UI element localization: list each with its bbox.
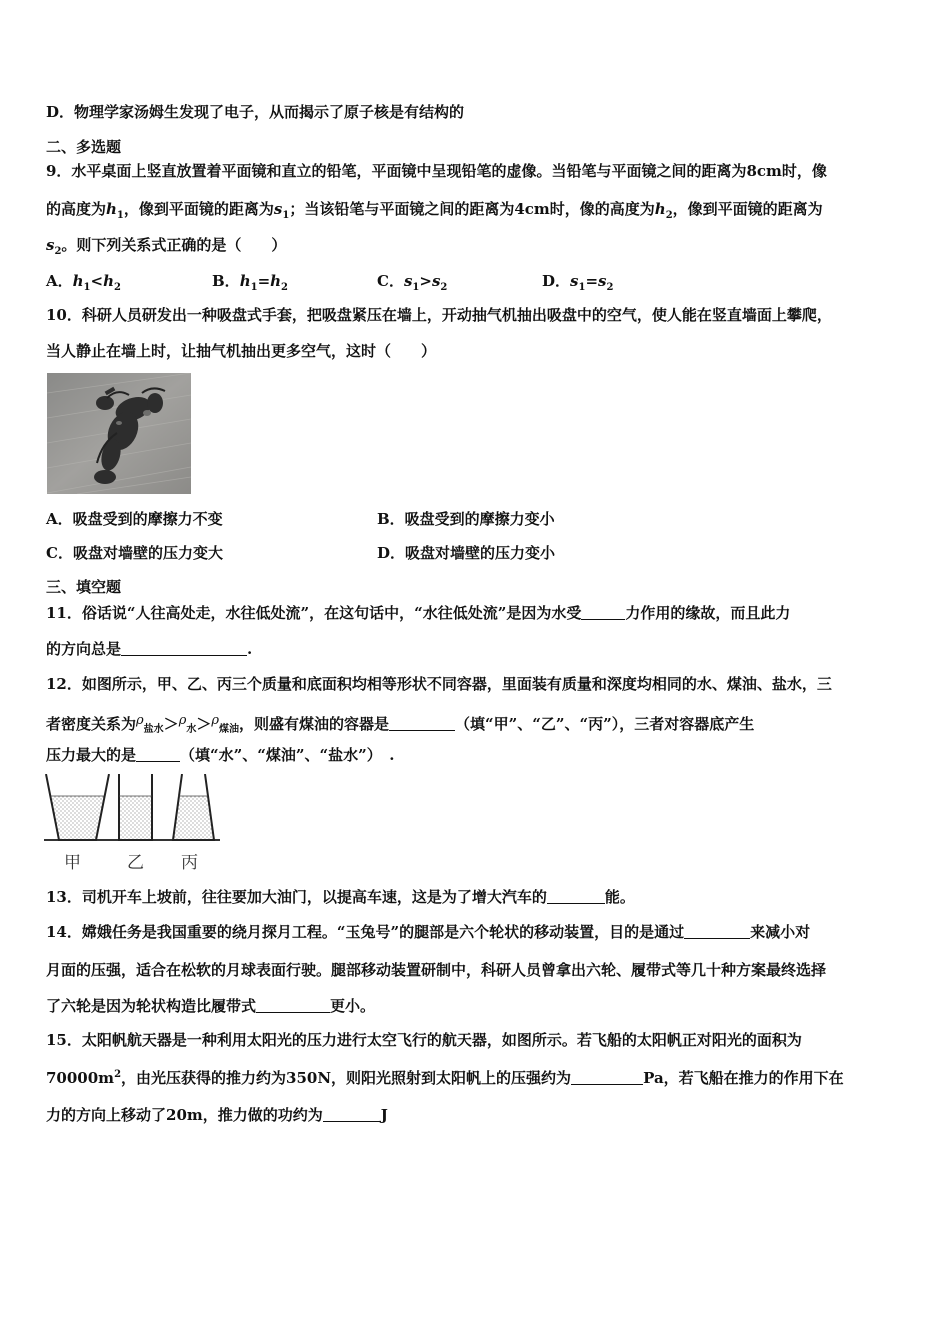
q12-line-1: 12．如图所示，甲、乙、丙三个质量和底面积均相等形状不同容器，里面装有质量和深度均相同的水、煤油、盐水，三 xyxy=(46,675,832,693)
q13-line: 13．司机开车上坡前，往往要加大油门，以提高车速，这是为了增大汽车的 能。 xyxy=(46,888,635,906)
container-label-yi: 乙 xyxy=(127,853,144,873)
q11-line-2: 的方向总是 . xyxy=(46,640,253,658)
q15-line-1: 15．太阳帆航天器是一种利用太阳光的压力进行太空飞行的航天器，如图所示。若飞船的太阳帆正对阳光的面积为 xyxy=(46,1031,802,1049)
q9-line-3: $s_2$。则下列关系式正确的是（ ） xyxy=(46,236,287,257)
q10-line-1: 10．科研人员研发出一种吸盘式手套，把吸盘紧压在墙上，开动抽气机抽出吸盘中的空气，使人能在竖直墙面上攀爬， xyxy=(46,306,832,324)
q10-option-d: D．吸盘对墙壁的压力变小 xyxy=(377,544,556,562)
q11-line-1: 11．俗话说“人往高处走，水往低处流”，在这句话中，“水往低处流”是因为水受 力作用的缘故，而且此力 xyxy=(46,604,791,622)
q11-blank-2[interactable] xyxy=(121,640,247,656)
q9-option-b: B．$h_1=h_2$ xyxy=(212,272,289,293)
q10-line-2: 当人静止在墙上时，让抽气机抽出更多空气，这时（ ） xyxy=(46,342,437,360)
q14-line-3: 了六轮是因为轮状构造比履带式 更小。 xyxy=(46,997,376,1015)
q9-line-1: 9．水平桌面上竖直放置着平面镜和直立的铅笔，平面镜中呈现铅笔的虚像。当铅笔与平面镜之间的距离为8cm时，像 xyxy=(46,162,827,180)
q15-blank-2[interactable] xyxy=(323,1106,381,1122)
q13-blank[interactable] xyxy=(547,888,605,904)
q9-option-d: D．$s_1=s_2$ xyxy=(542,272,614,293)
q14-blank-2[interactable] xyxy=(256,997,330,1013)
q10-option-c: C．吸盘对墙壁的压力变大 xyxy=(46,544,223,562)
q14-blank-1[interactable] xyxy=(684,923,750,939)
q12-blank-2[interactable] xyxy=(136,746,180,762)
section-heading-multiple-choice: 二、多选题 xyxy=(46,138,122,156)
q9-option-c: C．$s_1>s_2$ xyxy=(377,272,448,293)
q15-line-3: 力的方向上移动了20m，推力做的功约为 J xyxy=(46,1106,388,1124)
option-d-prev-question: D．物理学家汤姆生发现了电子，从而揭示了原子核是有结构的 xyxy=(46,103,465,121)
q12-line-3: 压力最大的是 （填“水”、“煤油”、“盐水”） . xyxy=(46,746,395,764)
q12-blank-1[interactable] xyxy=(389,715,455,731)
q11-blank-1[interactable] xyxy=(581,604,625,620)
container-label-jia: 甲 xyxy=(64,853,81,873)
q10-option-b: B．吸盘受到的摩擦力变小 xyxy=(377,510,555,528)
q15-line-2: $70000m^2$，由光压获得的推力约为350N，则阳光照射到太阳帆上的压强约为 Pa，若飞船在推力的作用下在 xyxy=(46,1069,844,1087)
climber-photo xyxy=(47,373,191,494)
q9-line-2: 的高度为$h_1$，像到平面镜的距离为$s_1$；当该铅笔与平面镜之间的距离为4cm时，像的高度为$h_2$，像到平面镜的距离为 xyxy=(46,200,823,221)
q14-line-2: 月面的压强，适合在松软的月球表面行驶。腿部移动装置研制中，科研人员曾拿出六轮、履带式等几十种方案最终选择 xyxy=(46,961,827,979)
q12-line-2: 者密度关系为$\rho_{盐水}>\rho_水>\rho_{煤油}$，则盛有煤油的容器是 （填“甲”、“乙”、“丙”），三者对容器底产生 xyxy=(46,713,755,735)
q10-option-a: A．吸盘受到的摩擦力不变 xyxy=(46,510,223,528)
q14-line-1: 14．嫦娥任务是我国重要的绕月探月工程。“玉兔号”的腿部是六个轮状的移动装置，目的是通过 来减小对 xyxy=(46,923,811,941)
q9-option-a: A．$h_1<h_2$ xyxy=(46,272,121,293)
q15-blank-1[interactable] xyxy=(571,1069,643,1085)
container-label-bing: 丙 xyxy=(181,853,198,873)
section-heading-fill-in: 三、填空题 xyxy=(46,578,122,596)
